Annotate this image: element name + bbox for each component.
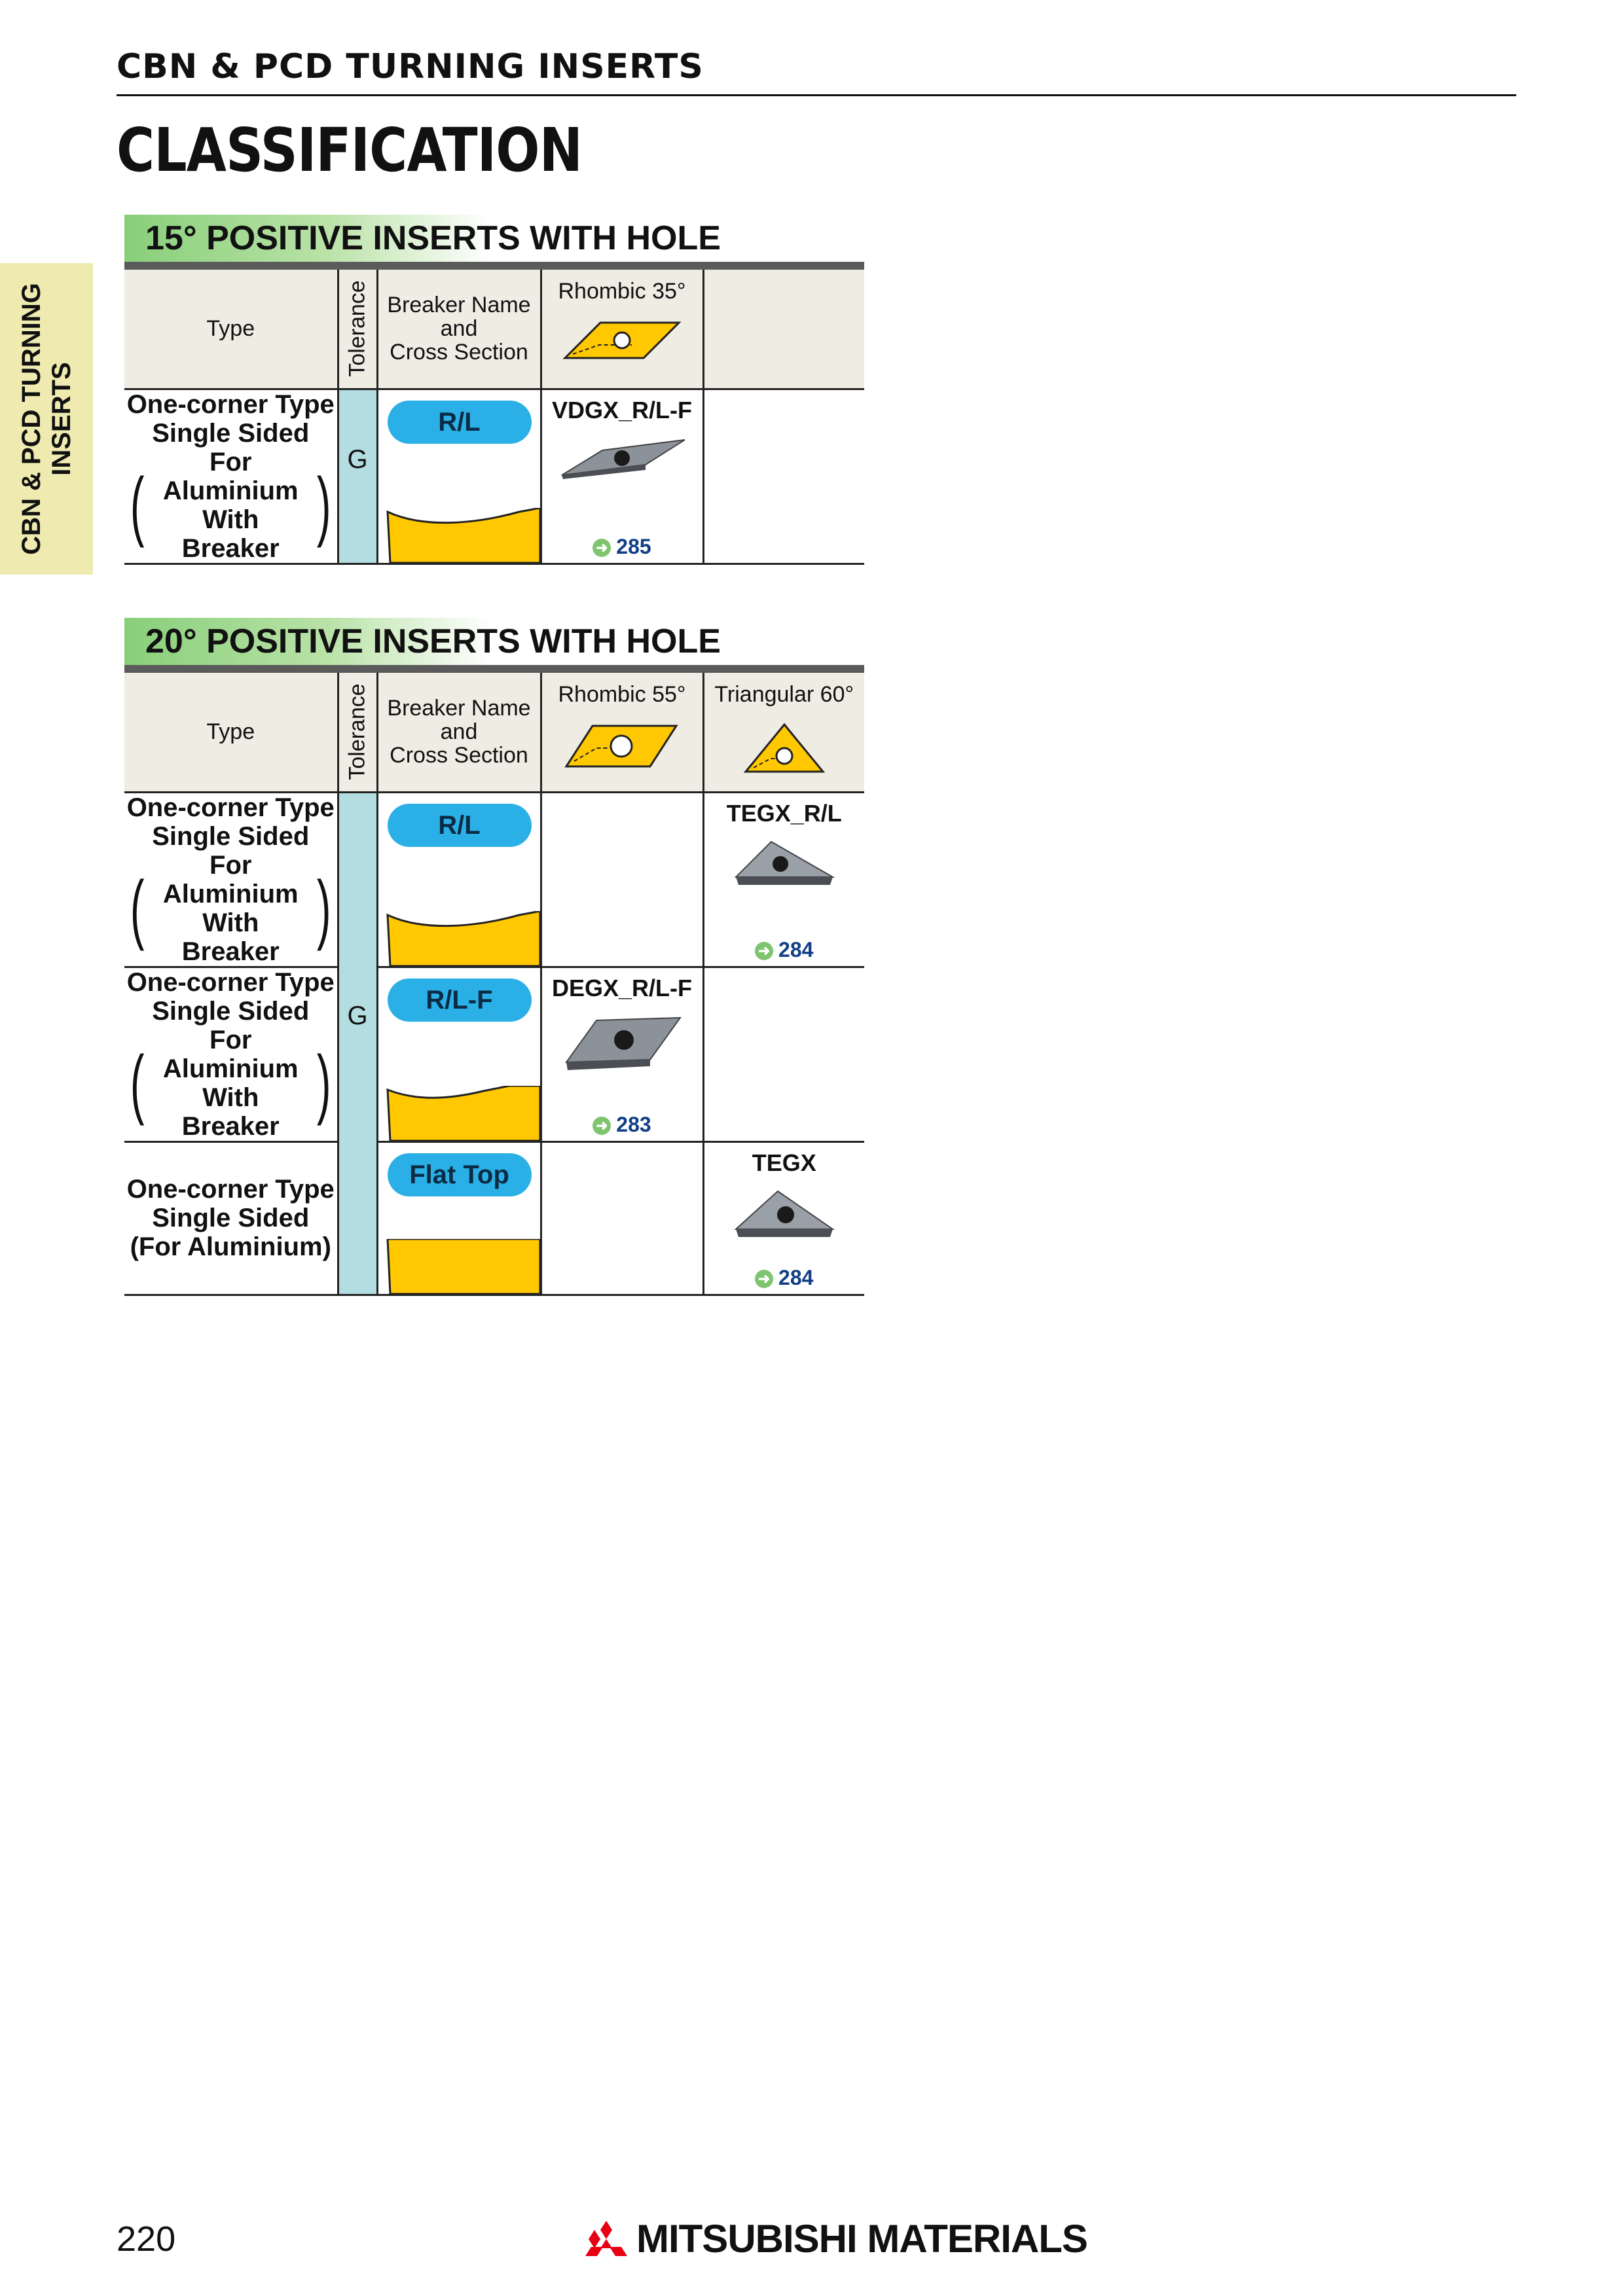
grade-name: VDGX_R/L-F bbox=[551, 396, 692, 423]
type-cell: One-corner Type Single Sided ( For Aluminium With Breaker ) bbox=[124, 792, 338, 967]
breaker-pill: R/L bbox=[388, 401, 532, 444]
tolerance-cell: G bbox=[338, 792, 377, 1295]
section-title: 15° POSITIVE INSERTS WITH HOLE bbox=[145, 219, 721, 257]
breaker-cell bbox=[377, 967, 541, 1141]
table-row bbox=[124, 792, 864, 967]
grade-name: TEGX bbox=[752, 1149, 816, 1176]
brand-name: MITSUBISHI MATERIALS bbox=[636, 2217, 1087, 2261]
rhombic-35-shape-icon bbox=[560, 319, 684, 362]
breaker-column-header: Breaker Name and Cross Section bbox=[377, 270, 541, 389]
rhombic-55-column-header: Rhombic 55° bbox=[541, 673, 703, 792]
empty-cell bbox=[703, 967, 864, 1141]
grade-cell bbox=[541, 389, 703, 564]
type-cell: One-corner Type Single Sided ( For Aluminium With Breaker ) bbox=[124, 389, 338, 564]
table-row bbox=[124, 389, 864, 564]
table-row bbox=[124, 1141, 864, 1295]
section-20deg-header bbox=[124, 618, 864, 675]
cross-section-icon bbox=[378, 911, 540, 966]
header-rule bbox=[117, 94, 1516, 96]
arrow-right-icon: ➜ bbox=[755, 942, 773, 960]
rhombic-55-shape-icon bbox=[560, 722, 684, 770]
section-title: 20° POSITIVE INSERTS WITH HOLE bbox=[145, 622, 721, 660]
type-column-header: Type bbox=[124, 673, 338, 792]
breaker-cell bbox=[377, 792, 541, 967]
section-20deg-table bbox=[124, 673, 864, 1296]
grade-cell bbox=[541, 967, 703, 1141]
side-tab bbox=[0, 263, 93, 575]
grade-cell bbox=[703, 1141, 864, 1295]
breaker-cell bbox=[377, 389, 541, 564]
grade-name: TEGX_R/L bbox=[726, 799, 842, 827]
mitsubishi-logo-icon bbox=[585, 2221, 627, 2257]
type-column-header: Type bbox=[124, 270, 338, 389]
page-header bbox=[117, 47, 1516, 96]
empty-cell bbox=[541, 792, 703, 967]
arrow-right-icon: ➜ bbox=[593, 1117, 611, 1135]
breaker-pill: R/L-F bbox=[388, 978, 532, 1022]
triangular-60-shape-icon bbox=[742, 722, 827, 774]
brand bbox=[585, 2216, 1087, 2261]
section-15deg-header bbox=[124, 215, 864, 272]
category-title: CBN & PCD TURNING INSERTS bbox=[117, 47, 704, 86]
rhombic-35-column-header: Rhombic 35° bbox=[541, 270, 703, 389]
page-reference[interactable]: ➜ 285 bbox=[542, 535, 702, 559]
table-row bbox=[124, 967, 864, 1141]
rhombic-insert-icon bbox=[560, 1014, 684, 1077]
page-reference[interactable]: ➜ 283 bbox=[542, 1113, 702, 1137]
page-title: CLASSIFICATION bbox=[117, 115, 583, 185]
tolerance-column-header: Tolerance bbox=[338, 270, 377, 389]
side-tab-line1: CBN & PCD TURNING bbox=[17, 283, 46, 555]
rhombic-insert-icon bbox=[556, 436, 687, 483]
grade-name: DEGX_R/L-F bbox=[551, 974, 692, 1001]
arrow-right-icon: ➜ bbox=[755, 1270, 773, 1288]
empty-cell bbox=[703, 389, 864, 564]
breaker-pill: Flat Top bbox=[388, 1153, 532, 1196]
breaker-pill: R/L bbox=[388, 804, 532, 847]
table-header-row bbox=[124, 673, 864, 792]
page-reference[interactable]: ➜ 284 bbox=[704, 1266, 865, 1290]
table-header-row bbox=[124, 270, 864, 389]
arrow-right-icon: ➜ bbox=[593, 539, 611, 557]
empty-column-header bbox=[703, 270, 864, 389]
section-15deg-table bbox=[124, 270, 864, 565]
grade-cell bbox=[703, 792, 864, 967]
page-reference[interactable]: ➜ 284 bbox=[704, 938, 865, 962]
side-tab-line2: INSERTS bbox=[47, 362, 76, 476]
tolerance-cell: G bbox=[338, 389, 377, 564]
triangular-insert-icon bbox=[732, 1189, 837, 1244]
type-cell: One-corner Type Single Sided (For Aluminium) bbox=[124, 1141, 338, 1295]
cross-section-icon bbox=[378, 1086, 540, 1141]
page-number: 220 bbox=[117, 2219, 176, 2259]
empty-cell bbox=[541, 1141, 703, 1295]
tolerance-column-header: Tolerance bbox=[338, 673, 377, 792]
breaker-cell bbox=[377, 1141, 541, 1295]
cross-section-icon bbox=[378, 1239, 540, 1294]
type-cell: One-corner Type Single Sided ( For Aluminium With Breaker ) bbox=[124, 967, 338, 1141]
triangular-insert-icon bbox=[732, 839, 837, 891]
breaker-column-header: Breaker Name and Cross Section bbox=[377, 673, 541, 792]
cross-section-icon bbox=[378, 508, 540, 563]
triangular-60-column-header: Triangular 60° bbox=[703, 673, 864, 792]
